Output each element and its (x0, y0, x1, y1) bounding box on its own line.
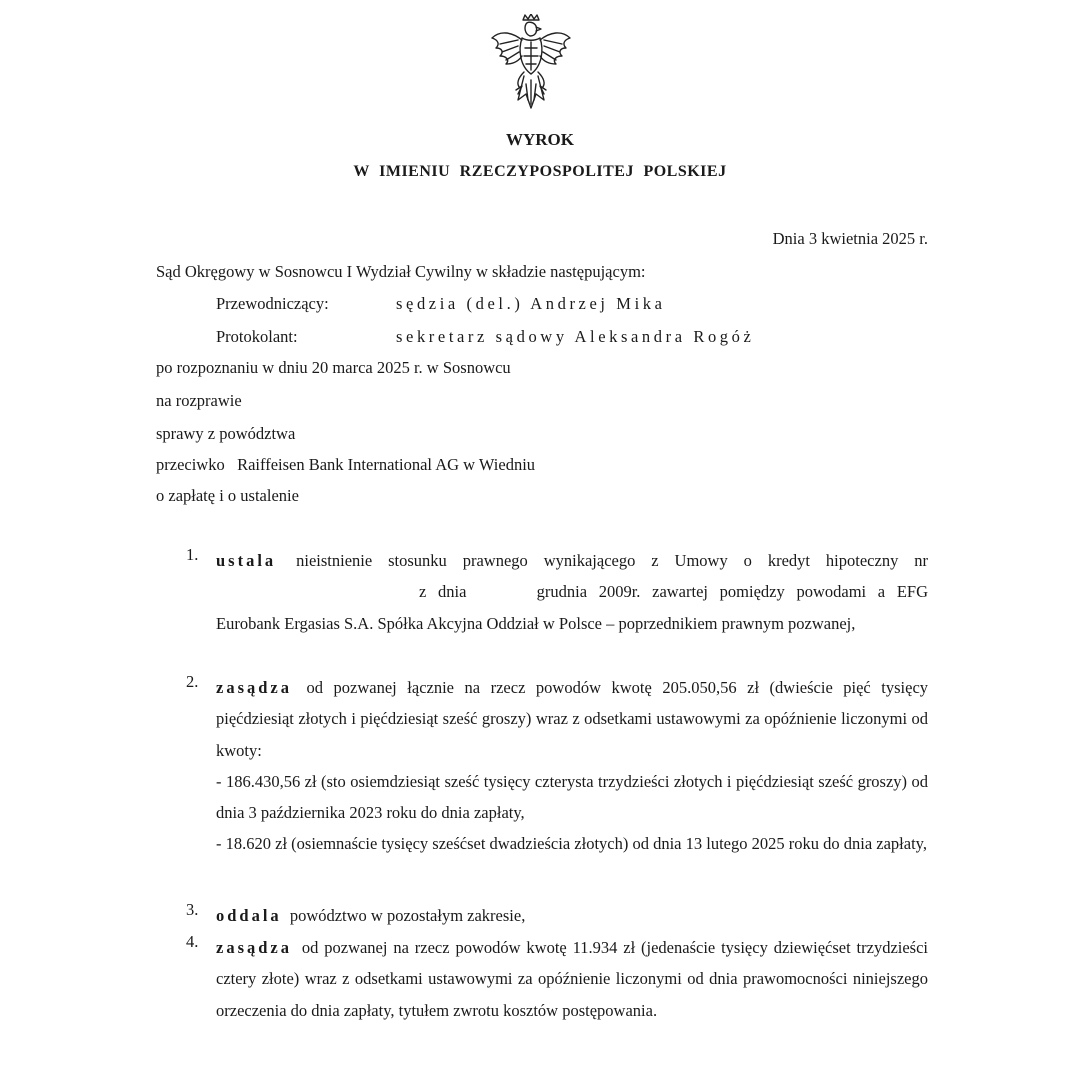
against-line (156, 455, 535, 475)
court-composition: Sąd Okręgowy w Sosnowcu I Wydział Cywilny w składzie następującym: (156, 262, 646, 281)
polish-eagle-emblem-icon (488, 14, 574, 112)
ruling-keyword: ustala (216, 551, 277, 570)
ruling-text: nieistnienie stosunku prawnego wynikającego z Umowy o kredyt hipoteczny nr (296, 551, 928, 570)
ruling-body (216, 545, 928, 639)
hearing-type: na rozprawie (156, 391, 242, 410)
hearing-info: po rozpoznaniu w dniu 20 marca 2025 r. w Sosnowcu (156, 358, 511, 377)
clerk-label: Protokolant: (216, 327, 298, 346)
ruling-body (216, 900, 928, 931)
claim-line: sprawy z powództwa (156, 424, 296, 443)
case-subject: o zapłatę i o ustalenie (156, 486, 299, 505)
ruling-keyword: oddala (216, 906, 282, 925)
against-prefix: przeciwko (156, 455, 225, 474)
ruling-number: 2. (186, 672, 199, 691)
ruling-number: 1. (186, 545, 199, 564)
chair-label: Przewodniczący: (216, 294, 329, 313)
judgment-date: Dnia 3 kwietnia 2025 r. (772, 229, 928, 248)
ruling-subpoint: - 186.430,56 zł (sto osiemdziesiąt sześć tysięcy czterysta trzydzieści złotych i pięćdziesiąt sześć groszy) od dnia 3 października 2023 roku do dnia zapłaty, (216, 771, 928, 823)
ruling-number: 4. (186, 932, 199, 951)
ruling-body (216, 672, 928, 860)
ruling-number: 3. (186, 900, 199, 919)
ruling-keyword: zasądza (216, 678, 292, 697)
ruling-text: od pozwanej łącznie na rzecz powodów kwotę 205.050,56 zł (dwieście pięć tysięcy pięćdziesiąt złotych i pięćdziesiąt sześć groszy) wraz z odsetkami ustawowymi za opóźnienie liczonymi od kwoty: (216, 678, 929, 760)
ruling-body (216, 932, 928, 1026)
clerk-value: sekretarz sądowy Aleksandra Rogóż (396, 327, 755, 346)
defendant-name: Raiffeisen Bank International AG w Wiedniu (237, 455, 536, 474)
ruling-text: Eurobank Ergasias S.A. Spółka Akcyjna Oddział w Polsce – poprzednikiem prawnym pozwanej, (216, 613, 856, 633)
judgment-title: WYROK (506, 130, 574, 149)
ruling-text: od pozwanej na rzecz powodów kwotę 11.934 zł (jedenaście tysięcy dziewięćset trzydzieści cztery złote) wraz z odsetkami ustawowymi za opóźnienie liczonymi od dnia prawomocności niniejszego orzeczenia do dnia zapłaty, tytułem zwrotu kosztów postępowania. (216, 938, 929, 1020)
judgment-subtitle: W IMIENIU RZECZYPOSPOLITEJ POLSKIEJ (353, 163, 727, 180)
chair-value: sędzia (del.) Andrzej Mika (396, 294, 666, 313)
ruling-keyword: zasądza (216, 938, 292, 957)
ruling-text: powództwo w pozostałym zakresie, (289, 906, 526, 925)
ruling-subpoint: - 18.620 zł (osiemnaście tysięcy sześćset dwadzieścia złotych) od dnia 13 lutego 2025 roku do dnia zapłaty, (216, 834, 927, 854)
ruling-text: z dnia grudnia 2009r. zawartej pomiędzy powodami a EFG (419, 582, 928, 602)
